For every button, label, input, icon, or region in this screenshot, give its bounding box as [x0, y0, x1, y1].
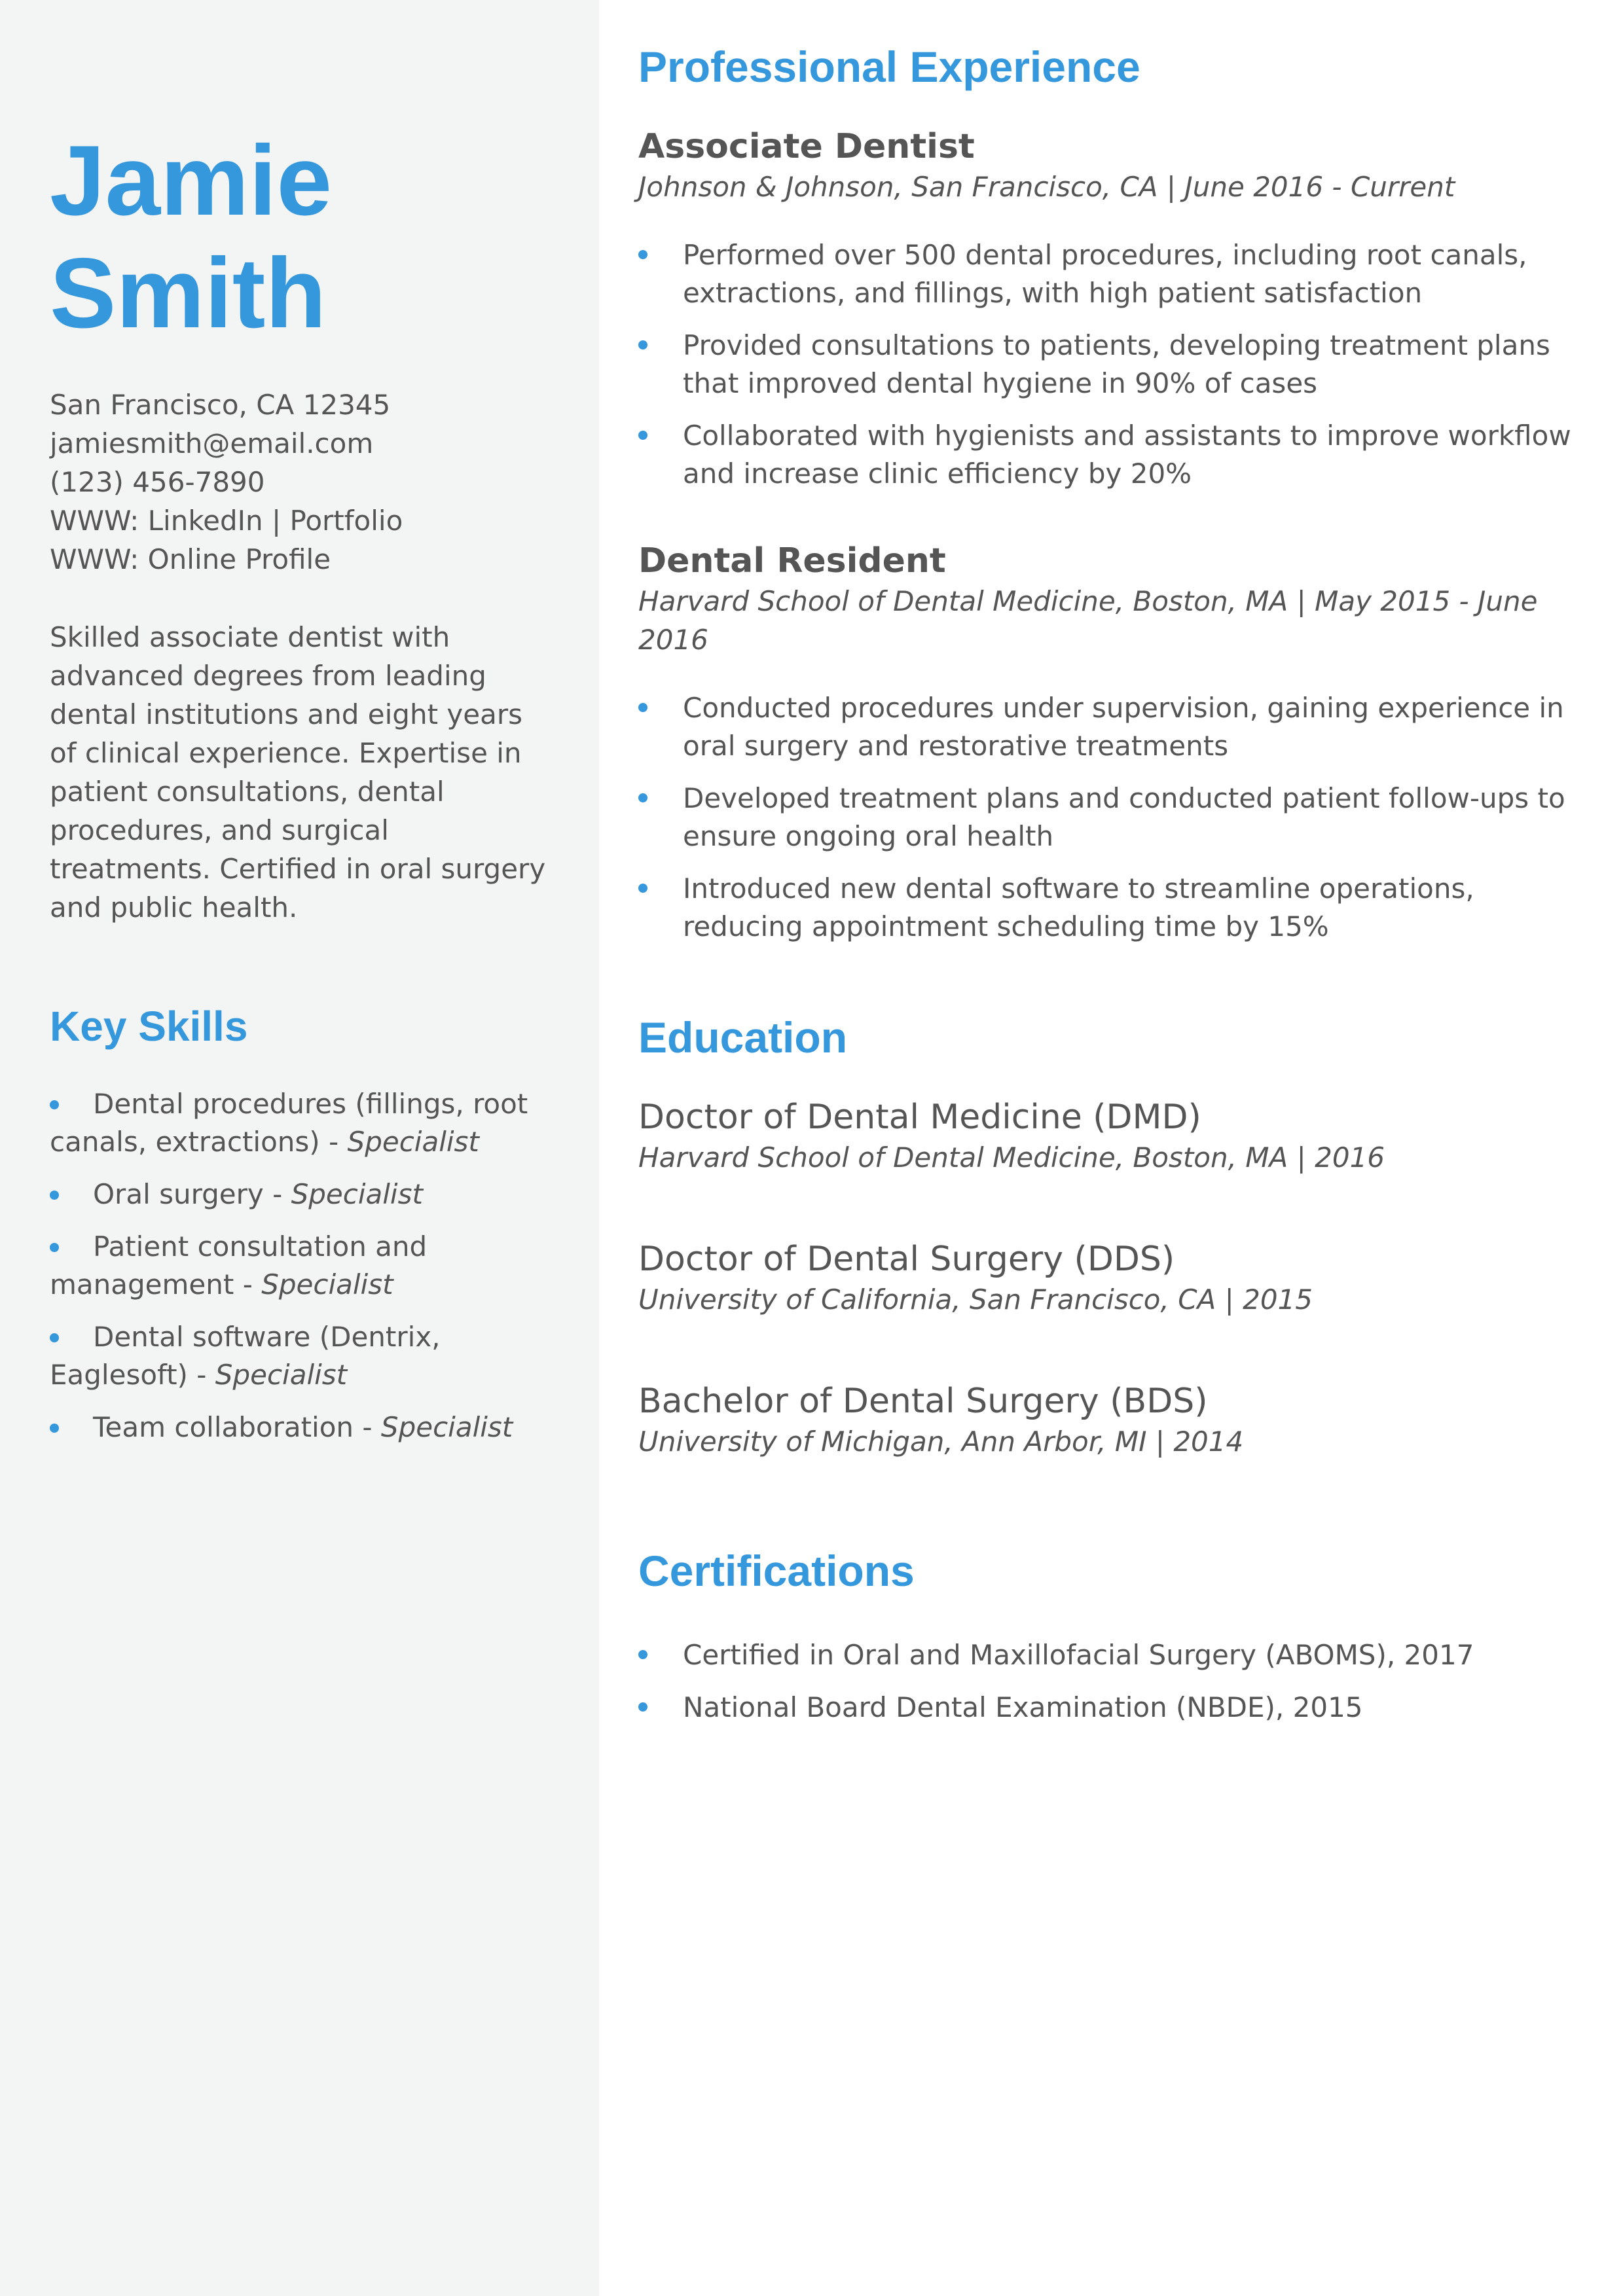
skill-name: Dental software (Dentrix, Eaglesoft) — [50, 1321, 441, 1391]
bullet-text: Performed over 500 dental procedures, including root canals, extractions, and fillings, with high patient satisfaction — [683, 239, 1527, 309]
list-item — [638, 327, 1581, 403]
skill-level: Specialist — [215, 1359, 348, 1391]
degree-title: Doctor of Dental Medicine (DMD) — [638, 1098, 1201, 1137]
bullet-text: Introduced new dental software to streamline operations, reducing appointment scheduling time by 15% — [683, 872, 1474, 942]
job-bullets — [638, 236, 1581, 493]
profile-summary: Skilled associate dentist with advanced degrees from leading dental institutions and eight years of clinical experience. Expertise in patient consultations, dental procedures, and surgical treatments. Certified in oral surgery and public health. — [50, 621, 546, 924]
bullet-icon — [638, 340, 647, 350]
skill-item — [50, 1318, 549, 1394]
list-item — [638, 236, 1581, 312]
job-title: Dental Resident — [638, 541, 946, 581]
certification-text: National Board Dental Examination (NBDE), 2015 — [683, 1691, 1363, 1723]
skill-name: Dental procedures (fillings, root canals, extractions) — [50, 1088, 528, 1158]
skill-item — [50, 1408, 549, 1446]
bullet-icon — [638, 431, 647, 440]
list-item — [638, 417, 1581, 493]
bullet-text: Provided consultations to patients, developing treatment plans that improved dental hygiene in 90% of cases — [683, 329, 1550, 399]
candidate-name — [50, 124, 549, 350]
bullet-icon — [638, 703, 647, 712]
skills-heading: Key Skills — [50, 1003, 248, 1050]
skills-list — [50, 1085, 549, 1446]
contact-email[interactable]: jamiesmith@email.com — [50, 427, 374, 459]
last-name: Smith — [50, 238, 327, 349]
skill-separator: - — [187, 1359, 215, 1391]
education-entry — [638, 1096, 1581, 1177]
contact-online-profile[interactable]: WWW: Online Profile — [50, 543, 331, 575]
job-entry — [638, 540, 1581, 946]
certification-text: Certified in Oral and Maxillofacial Surgery (ABOMS), 2017 — [683, 1639, 1474, 1671]
bullet-icon — [50, 1191, 59, 1200]
experience-heading: Professional Experience — [638, 43, 1140, 91]
degree-meta: University of Michigan, Ann Arbor, MI | 2014 — [638, 1426, 1244, 1458]
job-title: Associate Dentist — [638, 127, 975, 166]
education-heading: Education — [638, 1013, 848, 1062]
skill-level: Specialist — [380, 1411, 513, 1443]
degree-title: Bachelor of Dental Surgery (BDS) — [638, 1382, 1208, 1421]
list-item — [638, 1636, 1581, 1674]
education-entry — [638, 1238, 1581, 1319]
list-item — [638, 689, 1581, 765]
contact-phone: (123) 456-7890 — [50, 466, 265, 498]
bullet-text: Conducted procedures under supervision, gaining experience in oral surgery and restorative treatments — [683, 692, 1564, 762]
skill-item — [50, 1228, 549, 1304]
bullet-icon — [638, 1702, 647, 1712]
job-bullets — [638, 689, 1581, 946]
sidebar — [0, 0, 599, 2296]
skill-name: Oral surgery — [93, 1178, 264, 1210]
skill-item — [50, 1175, 549, 1213]
skill-separator: - — [263, 1178, 291, 1210]
skill-level: Specialist — [261, 1268, 393, 1300]
skill-level: Specialist — [347, 1126, 479, 1158]
list-item — [638, 780, 1581, 855]
contact-links[interactable]: WWW: LinkedIn | Portfolio — [50, 505, 403, 537]
bullet-icon — [50, 1333, 59, 1342]
degree-title: Doctor of Dental Surgery (DDS) — [638, 1240, 1175, 1279]
job-entry — [638, 126, 1581, 493]
list-item — [638, 1689, 1581, 1727]
education-entry — [638, 1380, 1581, 1461]
degree-meta: Harvard School of Dental Medicine, Boston, MA | 2016 — [638, 1141, 1385, 1174]
bullet-text: Collaborated with hygienists and assistants to improve workflow and increase clinic efficiency by 20% — [683, 420, 1571, 490]
certifications-heading: Certifications — [638, 1547, 915, 1595]
bullet-icon — [638, 250, 647, 259]
main-content — [638, 0, 1581, 1741]
bullet-icon — [638, 793, 647, 802]
skill-name: Team collaboration — [93, 1411, 354, 1443]
skill-item — [50, 1085, 549, 1161]
skill-separator: - — [319, 1126, 348, 1158]
degree-meta: University of California, San Francisco, CA | 2015 — [638, 1283, 1313, 1316]
job-meta: Harvard School of Dental Medicine, Boston, MA | May 2015 - June 2016 — [638, 585, 1538, 656]
contact-address: San Francisco, CA 12345 — [50, 389, 391, 421]
bullet-icon — [638, 1650, 647, 1659]
skill-separator: - — [354, 1411, 381, 1443]
skill-separator: - — [234, 1268, 262, 1300]
skill-name: Patient consultation and management — [50, 1230, 428, 1300]
list-item — [638, 870, 1581, 946]
skill-level: Specialist — [291, 1178, 423, 1210]
bullet-icon — [638, 884, 647, 893]
job-meta: Johnson & Johnson, San Francisco, CA | June 2016 - Current — [638, 171, 1455, 203]
bullet-text: Developed treatment plans and conducted patient follow-ups to ensure ongoing oral health — [683, 782, 1565, 852]
first-name: Jamie — [50, 125, 332, 236]
bullet-icon — [50, 1243, 59, 1252]
bullet-icon — [50, 1424, 59, 1433]
certifications-list — [638, 1636, 1581, 1727]
contact-info — [50, 386, 549, 579]
bullet-icon — [50, 1100, 59, 1109]
